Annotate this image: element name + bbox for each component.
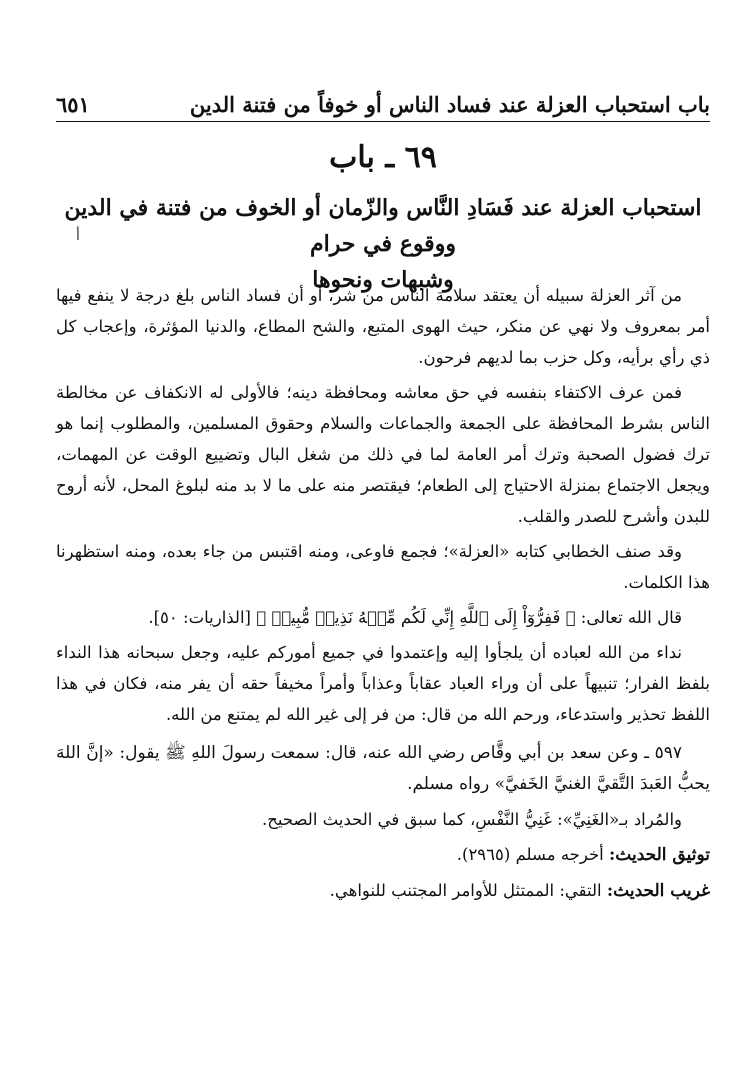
margin-mark: أ (76, 228, 80, 244)
gharib-label: غريب الحديث: (606, 881, 710, 901)
chapter-title-line2: وشبهات ونحوها (312, 267, 454, 293)
paragraph-intro: من آثر العزلة سبيله أن يعتقد سلامة الناس من شر، أو أن فساد الناس بلغ درجة لا ينفع فيها أمر بمعروف ولا نهي عن منكر، حيث الهوى المتبع، والشح المطاع، والدنيا المؤثرة، وإعجاب كل ذي رأي برأيه، وكل حزب بما لديهم فرحون. (56, 286, 710, 367)
hadith-explanation: والمُراد بـ«الغَنِيِّ»: غَنِيُّ النَّفْسِ، كما سبق في الحديث الصحيح. (261, 810, 682, 829)
header-title: باب استحباب العزلة عند فساد الناس أو خوفاً من فتنة الدين (189, 92, 710, 117)
tawthiq-text: أخرجه مسلم (٢٩٦٥). (456, 845, 604, 864)
book-page (56, 0, 710, 1086)
gharib-note (56, 875, 710, 907)
hadith-notes (56, 839, 710, 907)
hadith-text: ٥٩٧ ـ وعن سعد بن أبي وقَّاص رضي الله عنه، قال: سمعت رسولَ اللهِ ﷺ يقول: «إنَّ اللهَ يحبُّ العَبدَ التَّقيَّ الغنيَّ الخَفيَّ» رواه مسلم. (56, 743, 710, 794)
gharib-text: التقي: الممتثل للأوامر المجتنب للنواهي. (329, 881, 602, 900)
paragraph-khattabi: وقد صنف الخطابي كتابه «العزلة»؛ فجمع فاوعى، ومنه اقتبس من جاء بعده، ومنه استظهرنا هذا الكلمات. (56, 542, 710, 592)
page-number: ٦٥١ (56, 92, 90, 117)
paragraph-isolation: فمن عرف الاكتفاء بنفسه في حق معاشه ومحافظة دينه؛ فالأولى له الانكفاف عن مخالطة الناس بشرط المحافظة على الجمعة والجماعات والسلام وحقوق المسلمين، والمطلوب إنما هو ترك فضول الصحبة وترك أمر العامة لما في ذلك من شغل البال وتضييع الوقت عن المهمات، ويجعل الاجتماع بمنزلة الاحتياج إلى الطعام؛ فيقتصر منه على ما لا بد منه لبلوغ المحل، لأنه أروح للبدن وأشرح للصدر والقلب. (56, 383, 710, 526)
running-header (56, 86, 710, 122)
tawthiq-label: توثيق الحديث: (609, 845, 710, 865)
chapter-heading: ٦٩ ـ باب (329, 140, 437, 175)
paragraph-commentary: نداء من الله لعباده أن يلجأوا إليه وإعتمدوا في جميع أموركم عليه، وجعل سبحانه هذا النداء بلفظ الفرار؛ تنبيهاً على أن وراء العباد عقاباً وعذاباً وأمراً مخيفاً حقه أن يفر منه، فكان في هذا اللفظ تحذير واستدعاء، ورحم الله من قال: من فر إلى غير الله لم يمتنع من الله. (56, 643, 710, 724)
paragraph-quran-verse: قال الله تعالى: ﴿ فَفِرُّوٓاْ إِلَى ٱللَّهِ إِنِّي لَكُم مِّنۡهُ نَذِيرٞ مُّبِينٞ ﴾ [الذاريات: ٥٠]. (148, 608, 682, 627)
tawthiq-note (56, 839, 710, 871)
body-text (56, 280, 710, 911)
chapter-title-line1: استحباب العزلة عند فَسَادِ النَّاس والزّمان أو الخوف من فتنة في الدين ووقوع في حرام (64, 195, 702, 257)
